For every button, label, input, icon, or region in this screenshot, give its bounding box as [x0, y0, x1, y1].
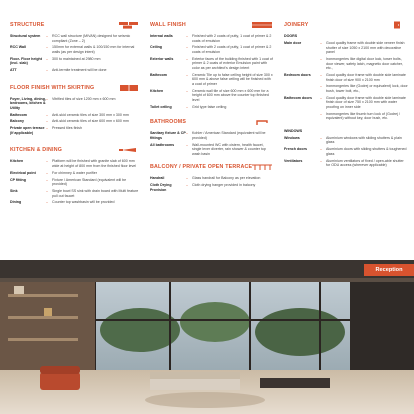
faucet-icon	[251, 118, 273, 126]
spec-row	[10, 119, 140, 124]
spec-label: Ceiling	[150, 45, 162, 50]
spec-label: Kitchen	[150, 88, 164, 93]
spec-label: French doors	[284, 147, 307, 152]
terrace-header	[150, 162, 273, 172]
spec-value: Finished with 2 coats of putty, 1 coat of primer & 2 coats of emulsion	[192, 45, 272, 54]
column-middle	[150, 0, 273, 195]
knife-icon	[118, 146, 140, 154]
bullet-dash: –	[320, 41, 322, 45]
spec-label: Windows	[284, 135, 300, 140]
spec-row	[284, 147, 408, 156]
spec-row	[284, 159, 408, 168]
bullet-dash: –	[46, 159, 48, 164]
spec-label: Electrical point	[10, 170, 36, 175]
spec-label: Dining	[10, 200, 22, 205]
spec-label: Cloth Drying Provision	[150, 183, 172, 192]
bullet-dash: –	[320, 135, 322, 140]
joinery-header	[284, 20, 408, 30]
spec-value: Exterior faces of the building finished with 1 coat of primer & 2 coats of exterior Emulsion paint with color as per architect's design intent	[192, 56, 273, 70]
bullet-dash: –	[46, 119, 48, 124]
bullet-dash: –	[186, 45, 188, 50]
bullet-dash: –	[320, 147, 322, 152]
spec-row	[284, 112, 408, 121]
spec-row	[10, 57, 140, 66]
spec-value: Good quality door frame with double side laminate finish door of size 750 x 2100 mm with water proofing on inner side	[326, 95, 406, 109]
column-left	[10, 0, 140, 207]
spec-label: Handrail	[150, 176, 165, 181]
spec-row	[10, 200, 140, 205]
spec-row	[150, 34, 273, 43]
bullet-dash: –	[46, 96, 48, 101]
spec-value: Anti-termite treatment will be done	[52, 68, 107, 73]
column-right	[284, 0, 408, 170]
spec-value: Ceramic Tile up to false ceiling height of size 300 x 600 mm & above false ceiling will be finished with a coat of primer	[192, 72, 273, 86]
spec-value: Anti-skid ceramic tiles of size 300 mm x 300 mm	[52, 112, 129, 117]
bullet-dash: –	[186, 56, 188, 61]
spec-row	[284, 41, 408, 55]
spec-row	[150, 89, 273, 103]
spec-row	[150, 57, 273, 71]
spec-value: Ironmongeries like digital door lock, tower bolts, door viewer, safety latch, magnetic door catcher, etc.,	[326, 56, 403, 71]
reception-photo	[0, 260, 414, 414]
spec-row	[150, 183, 273, 192]
spec-row	[10, 159, 140, 168]
spec-value: Fixture / American Standard (equivalent will be provided)	[52, 177, 127, 187]
spec-value: Finished with 2 coats of putty, 1 coat of primer & 2 coats of emulsion	[192, 34, 272, 43]
spec-row	[284, 84, 408, 93]
windows-subheading: WINDOWS	[284, 128, 303, 133]
spec-value: RCC wall structure (MIVAN) designed for seismic compliant (Zone – 2)	[52, 34, 131, 43]
spec-row	[150, 45, 273, 54]
bullet-dash: –	[46, 34, 48, 38]
kitchen-header	[10, 145, 140, 155]
spec-row	[10, 34, 140, 43]
spec-row	[10, 97, 140, 111]
spec-label: RCC Wall	[10, 45, 27, 50]
section-title: BALCONY / PRIVATE OPEN TERRACE	[150, 164, 253, 171]
spec-value: Kohler / American Standard (equivalent will be provided)	[192, 131, 266, 140]
section-title: JOINERY	[284, 22, 309, 28]
spec-value: Aluminium windows with sliding shutters & plain glass	[326, 135, 402, 145]
spec-label: Bathroom doors	[284, 95, 312, 100]
spec-value: 150mm for external walls & 100/150 mm for internal walls (as per design intent)	[52, 45, 135, 54]
section-title: KITCHEN & DINING	[10, 147, 63, 154]
spec-label: Sink	[10, 188, 18, 193]
spec-value: Cloth drying hanger provided in balcony	[192, 183, 256, 188]
bullet-dash: –	[46, 126, 48, 131]
bullet-dash: –	[186, 72, 188, 77]
spec-label: Private open terrace (If applicable)	[10, 126, 45, 135]
structure-header	[10, 20, 140, 30]
bullet-dash: –	[46, 177, 48, 182]
spec-label: Floor- Floor height (incl. slab)	[10, 56, 42, 66]
door-icon	[386, 21, 408, 29]
bullet-dash: –	[186, 88, 188, 93]
spec-label: Sanitary fixture & CP fittings	[150, 131, 186, 140]
bullet-dash: –	[320, 158, 322, 163]
bullet-dash: –	[320, 111, 322, 116]
spec-label: Foyer, Living, dining, bedrooms, kitchen & Utility	[10, 96, 46, 110]
spec-label: Ventilators	[284, 158, 303, 163]
spec-label: Toilet ceiling	[150, 104, 172, 109]
bullet-dash: –	[46, 170, 48, 175]
spec-value: Ironmongeries like thumb turn lock of (Godrej / equivalent) without key, door bush, etc.	[326, 111, 400, 121]
spec-value: Grid type false ceiling	[192, 104, 227, 109]
spec-label: Exterior walls	[150, 56, 174, 61]
tile-icon	[251, 21, 273, 29]
section-title: FLOOR FINISH WITH SKIRTING	[10, 84, 95, 91]
spec-row	[10, 45, 140, 54]
spec-row	[284, 73, 408, 82]
spec-row	[10, 178, 140, 187]
spec-row	[10, 113, 140, 118]
spec-row	[10, 171, 140, 176]
spec-value: Aluminium doors with sliding shutters & toughened glass	[326, 147, 407, 156]
spec-value: Vitrified tiles of size 1200 mm x 600 mm	[52, 96, 116, 101]
brick-icon	[118, 21, 140, 29]
section-title: WALL FINISH	[150, 22, 186, 28]
spec-row	[10, 189, 140, 198]
spec-value: Aluminium ventilators of fixed / open-able shutter for ODU access (wherever applicable)	[326, 158, 404, 168]
spec-label: CP fitting	[10, 177, 26, 182]
bathroom-header	[150, 117, 273, 127]
spec-row	[10, 126, 140, 135]
spec-row	[150, 176, 273, 181]
spec-label: Main door	[284, 41, 302, 45]
spec-label: Bathroom	[150, 72, 167, 77]
spec-value: Platform will be finished with granite slab of 600 mm wide at height of 800 mm from the finished floor level	[52, 159, 137, 169]
section-title: STRUCTURE	[10, 22, 45, 28]
bullet-dash: –	[46, 188, 48, 193]
bullet-dash: –	[320, 84, 322, 89]
spec-value: For chimney & water purifier	[52, 170, 97, 175]
spec-value: Pressed tiles finish	[52, 126, 82, 131]
spec-value: Ironmongeries like (Godrej or equivalent) lock, door bush, tower bolt, etc.,	[326, 84, 408, 93]
spec-label: All bathrooms	[150, 142, 175, 147]
spec-row	[150, 143, 273, 157]
bullet-dash: –	[46, 112, 48, 117]
bullet-dash: –	[46, 68, 48, 73]
spec-row	[10, 68, 140, 73]
bullet-dash: –	[46, 45, 48, 50]
spec-label	[284, 84, 320, 93]
bullet-dash: –	[186, 183, 188, 188]
spec-value: Wall-mounted WC with cistern, health faucet, single lever diverter, rain shower & counter top wash basin	[192, 142, 266, 156]
spec-value: Ceramic wall tile of size 600 mm x 600 mm for a height of 600 mm above the counter top finished level	[192, 88, 269, 102]
spec-label: Bathroom	[10, 112, 27, 117]
spec-value: Good quality door frame with double side laminate finish door of size 900 x 2100 mm	[326, 72, 406, 82]
bullet-dash: –	[186, 104, 188, 109]
spec-label	[284, 57, 320, 71]
spec-label: Internal walls	[150, 34, 173, 38]
spec-label: Structural system	[10, 34, 41, 38]
spec-row	[150, 131, 273, 140]
spec-value: Counter top washbasin will be provided	[52, 200, 115, 205]
spec-value: Good quality frame with double side veneer finish shutter of size 1050 x 2100 mm with decorative panel	[326, 41, 405, 55]
doors-subheading: DOORS	[284, 34, 298, 38]
spec-row	[284, 57, 408, 71]
spec-row	[284, 96, 408, 110]
spec-label: ATT	[10, 68, 17, 73]
bullet-dash: –	[320, 72, 322, 77]
bullet-dash: –	[320, 56, 322, 61]
bullet-dash: –	[186, 176, 188, 181]
bullet-dash: –	[186, 142, 188, 147]
wall-header	[150, 20, 273, 30]
bullet-dash: –	[46, 200, 48, 205]
stone-tile-icon	[118, 84, 140, 92]
flooring-header	[10, 83, 140, 93]
spec-label: Kitchen	[10, 159, 24, 164]
bullet-dash: –	[186, 34, 188, 38]
reception-badge: Reception	[364, 264, 414, 276]
spec-value: Glass handrail for Balcony as per elevation	[192, 176, 261, 181]
section-title: BATHROOMS	[150, 119, 187, 126]
railing-icon	[251, 163, 273, 171]
spec-row	[150, 73, 273, 87]
spec-row	[284, 136, 408, 145]
spec-value: Single bowl SS sink with drain board with Multi feature pull out faucet	[52, 188, 139, 198]
bullet-dash: –	[46, 56, 48, 61]
spec-value: Anti-skid ceramic tiles of size 600 mm x 600 mm	[52, 119, 129, 124]
bullet-dash: –	[186, 131, 188, 136]
spec-row	[150, 105, 273, 110]
reception-render-image	[0, 260, 414, 414]
spec-label: Bedroom doors	[284, 72, 311, 77]
spec-label: Balcony	[10, 119, 24, 124]
bullet-dash: –	[320, 95, 322, 100]
spec-value: 300 to maintained at 2980 mm	[52, 56, 101, 61]
spec-label	[284, 112, 320, 121]
